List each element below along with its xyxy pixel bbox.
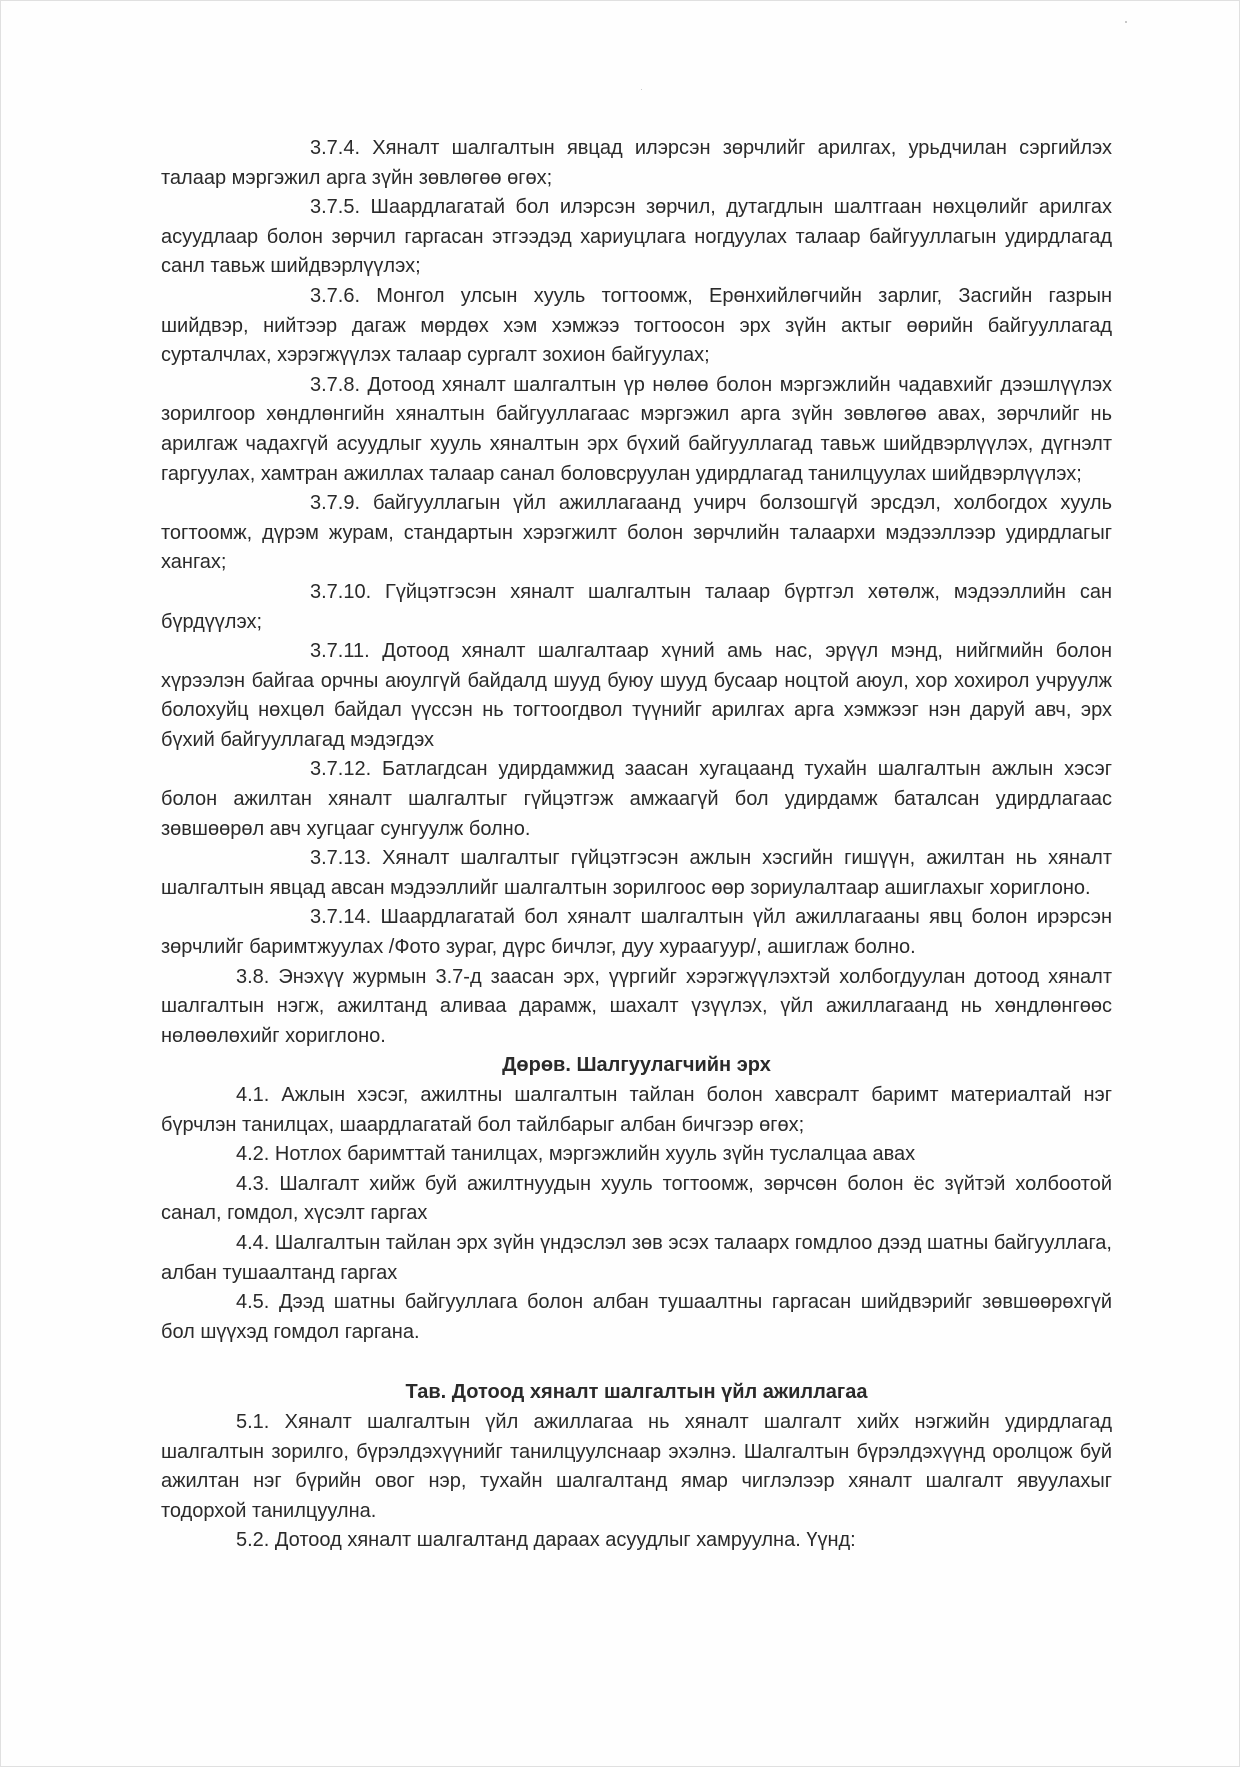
clause-3-7-9: 3.7.9. байгууллагын үйл ажиллагаанд учирч болзошгүй эрсдэл, холбогдох хууль тогтоомж, дүрэм журам, стандартын хэрэгжилт болон зөрчлийн талаархи мэдээллээр удирдлагыг хангах; [161, 492, 1112, 574]
clause-4-5: 4.5. Дээд шатны байгууллага болон албан тушаалтны гаргасан шийдвэрийг зөвшөөрөхгүй бол шүүхэд гомдол гаргана. [161, 1291, 1112, 1343]
clause-3-7-5: 3.7.5. Шаардлагатай бол илэрсэн зөрчил, дутагдлын шалтгаан нөхцөлийг арилгах асуудлаар болон зөрчил гаргасан этгээдэд хариуцлага ногдуулах талаар байгууллагын удирдлагад санл тавьж шийдвэрлүүлэх; [161, 196, 1112, 278]
clause-3-7-14: 3.7.14. Шаардлагатай бол хяналт шалгалтын үйл ажиллагааны явц болон ирэрсэн зөрчлийг баримтжуулах /Фото зураг, дүрс бичлэг, дуу хураагуур/, ашиглаж болно. [161, 906, 1112, 959]
section-4-heading: Дөрөв. Шалгуулагчийн эрх [502, 1054, 771, 1077]
clause-4-2: 4.2. Нотлох баримттай танилцах, мэргэжлийн хууль зүйн туслалцаа авах [236, 1143, 916, 1166]
clause-3-7-8: 3.7.8. Дотоод хяналт шалгалтын үр нөлөө болон мэргэжлийн чадавхийг дээшлүүлэх зорилгоор хөндлөнгийн хяналтын байгууллагаас мэргэжил арга зүйн зөвлөгөө авах, зөрчлийг нь арилгаж чадахгүй асуудлыг хууль хяналтын эрх бүхий байгууллагад тавьж шийдвэрлүүлэх, дүгнэлт гаргуулах, хамтран ажиллах талаар санал боловсруулан удирдлагад танилцуулах шийдвэрлүүлэх; [161, 373, 1112, 485]
clause-4-1: 4.1. Ажлын хэсэг, ажилтны шалгалтын тайлан болон хавсралт баримт материалтай нэг бүрчлэн танилцах, шаардлагатай бол тайлбарыг албан бичгээр өгөх; [161, 1084, 1112, 1136]
clause-3-7-6: 3.7.6. Монгол улсын хууль тогтоомж, Ерөнхийлөгчийн зарлиг, Засгийн газрын шийдвэр, нийтээр дагаж мөрдөх хэм хэмжээ тогтоосон эрх зүйн актыг өөрийн байгууллагад сурталчлах, хэрэгжүүлэх талаар сургалт зохион байгуулах; [161, 284, 1112, 367]
clause-3-7-12: 3.7.12. Батлагдсан удирдамжид заасан хугацаанд тухайн шалгалтын ажлын хэсэг болон ажилтан хяналт шалгалтыг гүйцэтгэж амжаагүй бол удирдамж баталсан удирдлагаас зөвшөөрөл авч хугцааг сунгуулж болно. [161, 758, 1112, 840]
clause-3-8: 3.8. Энэхүү журмын 3.7-д заасан эрх, үүргийг хэрэгжүүлэхтэй холбогдуулан дотоод хяналт шалгалтын нэгж, ажилтанд аливаа дарамж, шахалт үзүүлэх, үйл ажиллагаанд нь хөндлөнгөөс нөлөөлөхийг хориглоно. [161, 965, 1112, 1047]
clause-4-4: 4.4. Шалгалтын тайлан эрх зүйн үндэслэл зөв эсэх талаарх гомдлоо дээд шатны байгууллага, албан тушаалтанд гаргах [161, 1231, 1112, 1284]
clause-3-7-13: 3.7.13. Хяналт шалгалтыг гүйцэтгэсэн ажлын хэсгийн гишүүн, ажилтан нь хяналт шалгалтын явцад авсан мэдээллийг шалгалтын зорилгоос өөр зориулалтаар ашиглахыг хориглоно. [161, 847, 1112, 899]
clause-3-7-11: 3.7.11. Дотоод хяналт шалгалтаар хүний амь нас, эрүүл мэнд, нийгмийн болон хүрээлэн байгаа орчны аюулгүй байдалд шууд буюу шууд бусаар ноцтой аюул, хор хохирол учруулж болохуйц нөхцөл байдал үүссэн нь тогтоогдвол түүнийг арилгах арга хэмжээг нэн даруй авч, эрх бүхий байгууллагад мэдэгдэх [161, 640, 1112, 751]
scan-speck [641, 89, 642, 90]
clause-5-2: 5.2. Дотоод хяналт шалгалтанд дараах асуудлыг хамруулна. Үүнд: [236, 1529, 856, 1552]
section-5-heading: Тав. Дотоод хяналт шалгалтын үйл ажиллагаа [405, 1381, 868, 1404]
section-spacer [161, 1347, 1112, 1378]
clause-4-3: 4.3. Шалгалт хийж буй ажилтнуудын хууль тогтоомж, зөрчсөн болон ёс зүйтэй холбоотой санал, гомдол, хүсэлт гаргах [161, 1172, 1112, 1225]
clause-3-7-10: 3.7.10. Гүйцэтгэсэн хяналт шалгалтын талаар бүртгэл хөтөлж, мэдээллийн сан бүрдүүлэх; [161, 580, 1112, 633]
clause-3-7-4: 3.7.4. Хяналт шалгалтын явцад илэрсэн зөрчлийг арилгах, урьдчилан сэргийлэх талаар мэргэжил арга зүйн зөвлөгөө өгөх; [161, 137, 1112, 189]
document-body [161, 134, 1112, 1556]
scan-speck [1125, 21, 1127, 23]
clause-5-1: 5.1. Хяналт шалгалтын үйл ажиллагаа нь хяналт шалгалт хийх нэгжийн удирдлагад шалгалтын зорилго, бүрэлдэхүүнийг танилцуулснаар эхэлнэ. Шалгалтын бүрэлдэхүүнд оролцож буй ажилтан нэг бүрийн овог нэр, тухайн шалгалтанд ямар чиглэлээр хяналт шалгалт явуулахыг тодорхой танилцуулна. [161, 1410, 1112, 1522]
